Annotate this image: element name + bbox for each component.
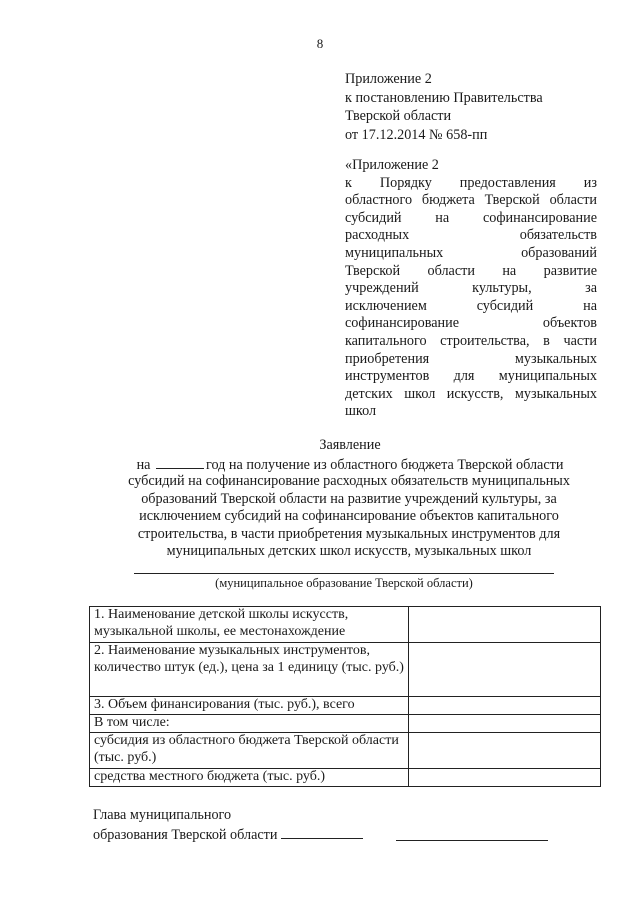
year-prefix: на <box>136 457 151 473</box>
name-blank-field[interactable] <box>396 840 548 841</box>
row-label: субсидия из областного бюджета Тверской области (тыс. руб.) <box>90 733 409 769</box>
table-row <box>90 697 601 715</box>
year-suffix: год на получение из областного бюджета Тверской области <box>206 457 564 473</box>
order-reference-line: муниципальных образований <box>345 244 597 261</box>
table-row <box>90 733 601 769</box>
row-value-field[interactable] <box>409 697 601 715</box>
signature-blank-field[interactable] <box>281 825 363 839</box>
order-reference-line: учреждений культуры, за <box>345 280 597 297</box>
year-blank-field[interactable] <box>156 455 204 469</box>
application-year-line <box>0 455 640 474</box>
table-row <box>90 607 601 643</box>
purpose-line: исключением субсидий на софинансирование объектов капитального <box>139 508 559 525</box>
row-value-field[interactable] <box>409 733 601 769</box>
order-reference-line: софинансирование объектов <box>345 315 597 332</box>
application-form-table <box>89 606 601 787</box>
purpose-line: субсидий на софинансирование расходных обязательств муниципальных <box>128 473 570 489</box>
row-value-field[interactable] <box>409 607 601 643</box>
order-reference-title: «Приложение 2 <box>345 157 439 173</box>
purpose-line: строительства, в части приобретения музыкальных инструментов для <box>137 525 561 542</box>
appendix-header-line: Приложение 2 <box>345 71 432 87</box>
municipality-caption: (муниципальное образование Тверской области) <box>215 576 473 590</box>
order-reference-line: к Порядку предоставления из <box>345 174 597 191</box>
row-label: средства местного бюджета (тыс. руб.) <box>90 769 409 787</box>
signature-title-line1: Глава муниципального <box>93 807 232 823</box>
order-reference-line: исключением субсидий на <box>345 297 597 314</box>
order-reference-line: капитального строительства, в части <box>345 332 597 349</box>
appendix-header-line: к постановлению Правительства <box>345 89 543 106</box>
appendix-header-line: от 17.12.2014 № 658-пп <box>345 126 488 143</box>
table-row <box>90 715 601 733</box>
page-number: 8 <box>316 36 324 51</box>
signature-title-line2 <box>93 825 363 844</box>
signature-title-text: образования Тверской области <box>93 827 278 843</box>
application-purpose <box>112 473 586 561</box>
row-label: 2. Наименование музыкальных инструментов, количество штук (ед.), цена за 1 единицу (тыс. руб.) <box>90 643 409 697</box>
order-reference-line: приобретения музыкальных <box>345 350 597 367</box>
application-title: Заявление <box>319 437 381 453</box>
table-row <box>90 769 601 787</box>
table-row <box>90 643 601 697</box>
row-value-field[interactable] <box>409 769 601 787</box>
row-value-field[interactable] <box>409 715 601 733</box>
order-reference-line: областного бюджета Тверской области <box>345 192 597 209</box>
row-value-field[interactable] <box>409 643 601 697</box>
row-label: 3. Объем финансирования (тыс. руб.), всего <box>90 697 409 715</box>
order-reference-line: инструментов для муниципальных <box>345 368 597 385</box>
appendix-header-line: Тверской области <box>345 108 452 124</box>
municipality-blank-field[interactable] <box>134 573 554 574</box>
row-label: В том числе: <box>90 715 409 733</box>
order-reference-line: Тверской области на развитие <box>345 262 597 279</box>
purpose-line: муниципальных детских школ искусств, музыкальных школ <box>166 543 532 560</box>
order-reference-line: детских школ искусств, музыкальных <box>345 385 597 402</box>
row-label: 1. Наименование детской школы искусств, музыкальной школы, ее местонахождение <box>90 607 409 643</box>
order-reference-line: расходных обязательств <box>345 227 597 244</box>
purpose-line: образований Тверской области на развитие учреждений культуры, за <box>141 490 557 507</box>
order-reference-line: субсидий на софинансирование <box>345 209 597 226</box>
order-reference <box>345 157 597 421</box>
order-reference-line: школ <box>345 403 377 420</box>
appendix-header <box>345 70 543 144</box>
